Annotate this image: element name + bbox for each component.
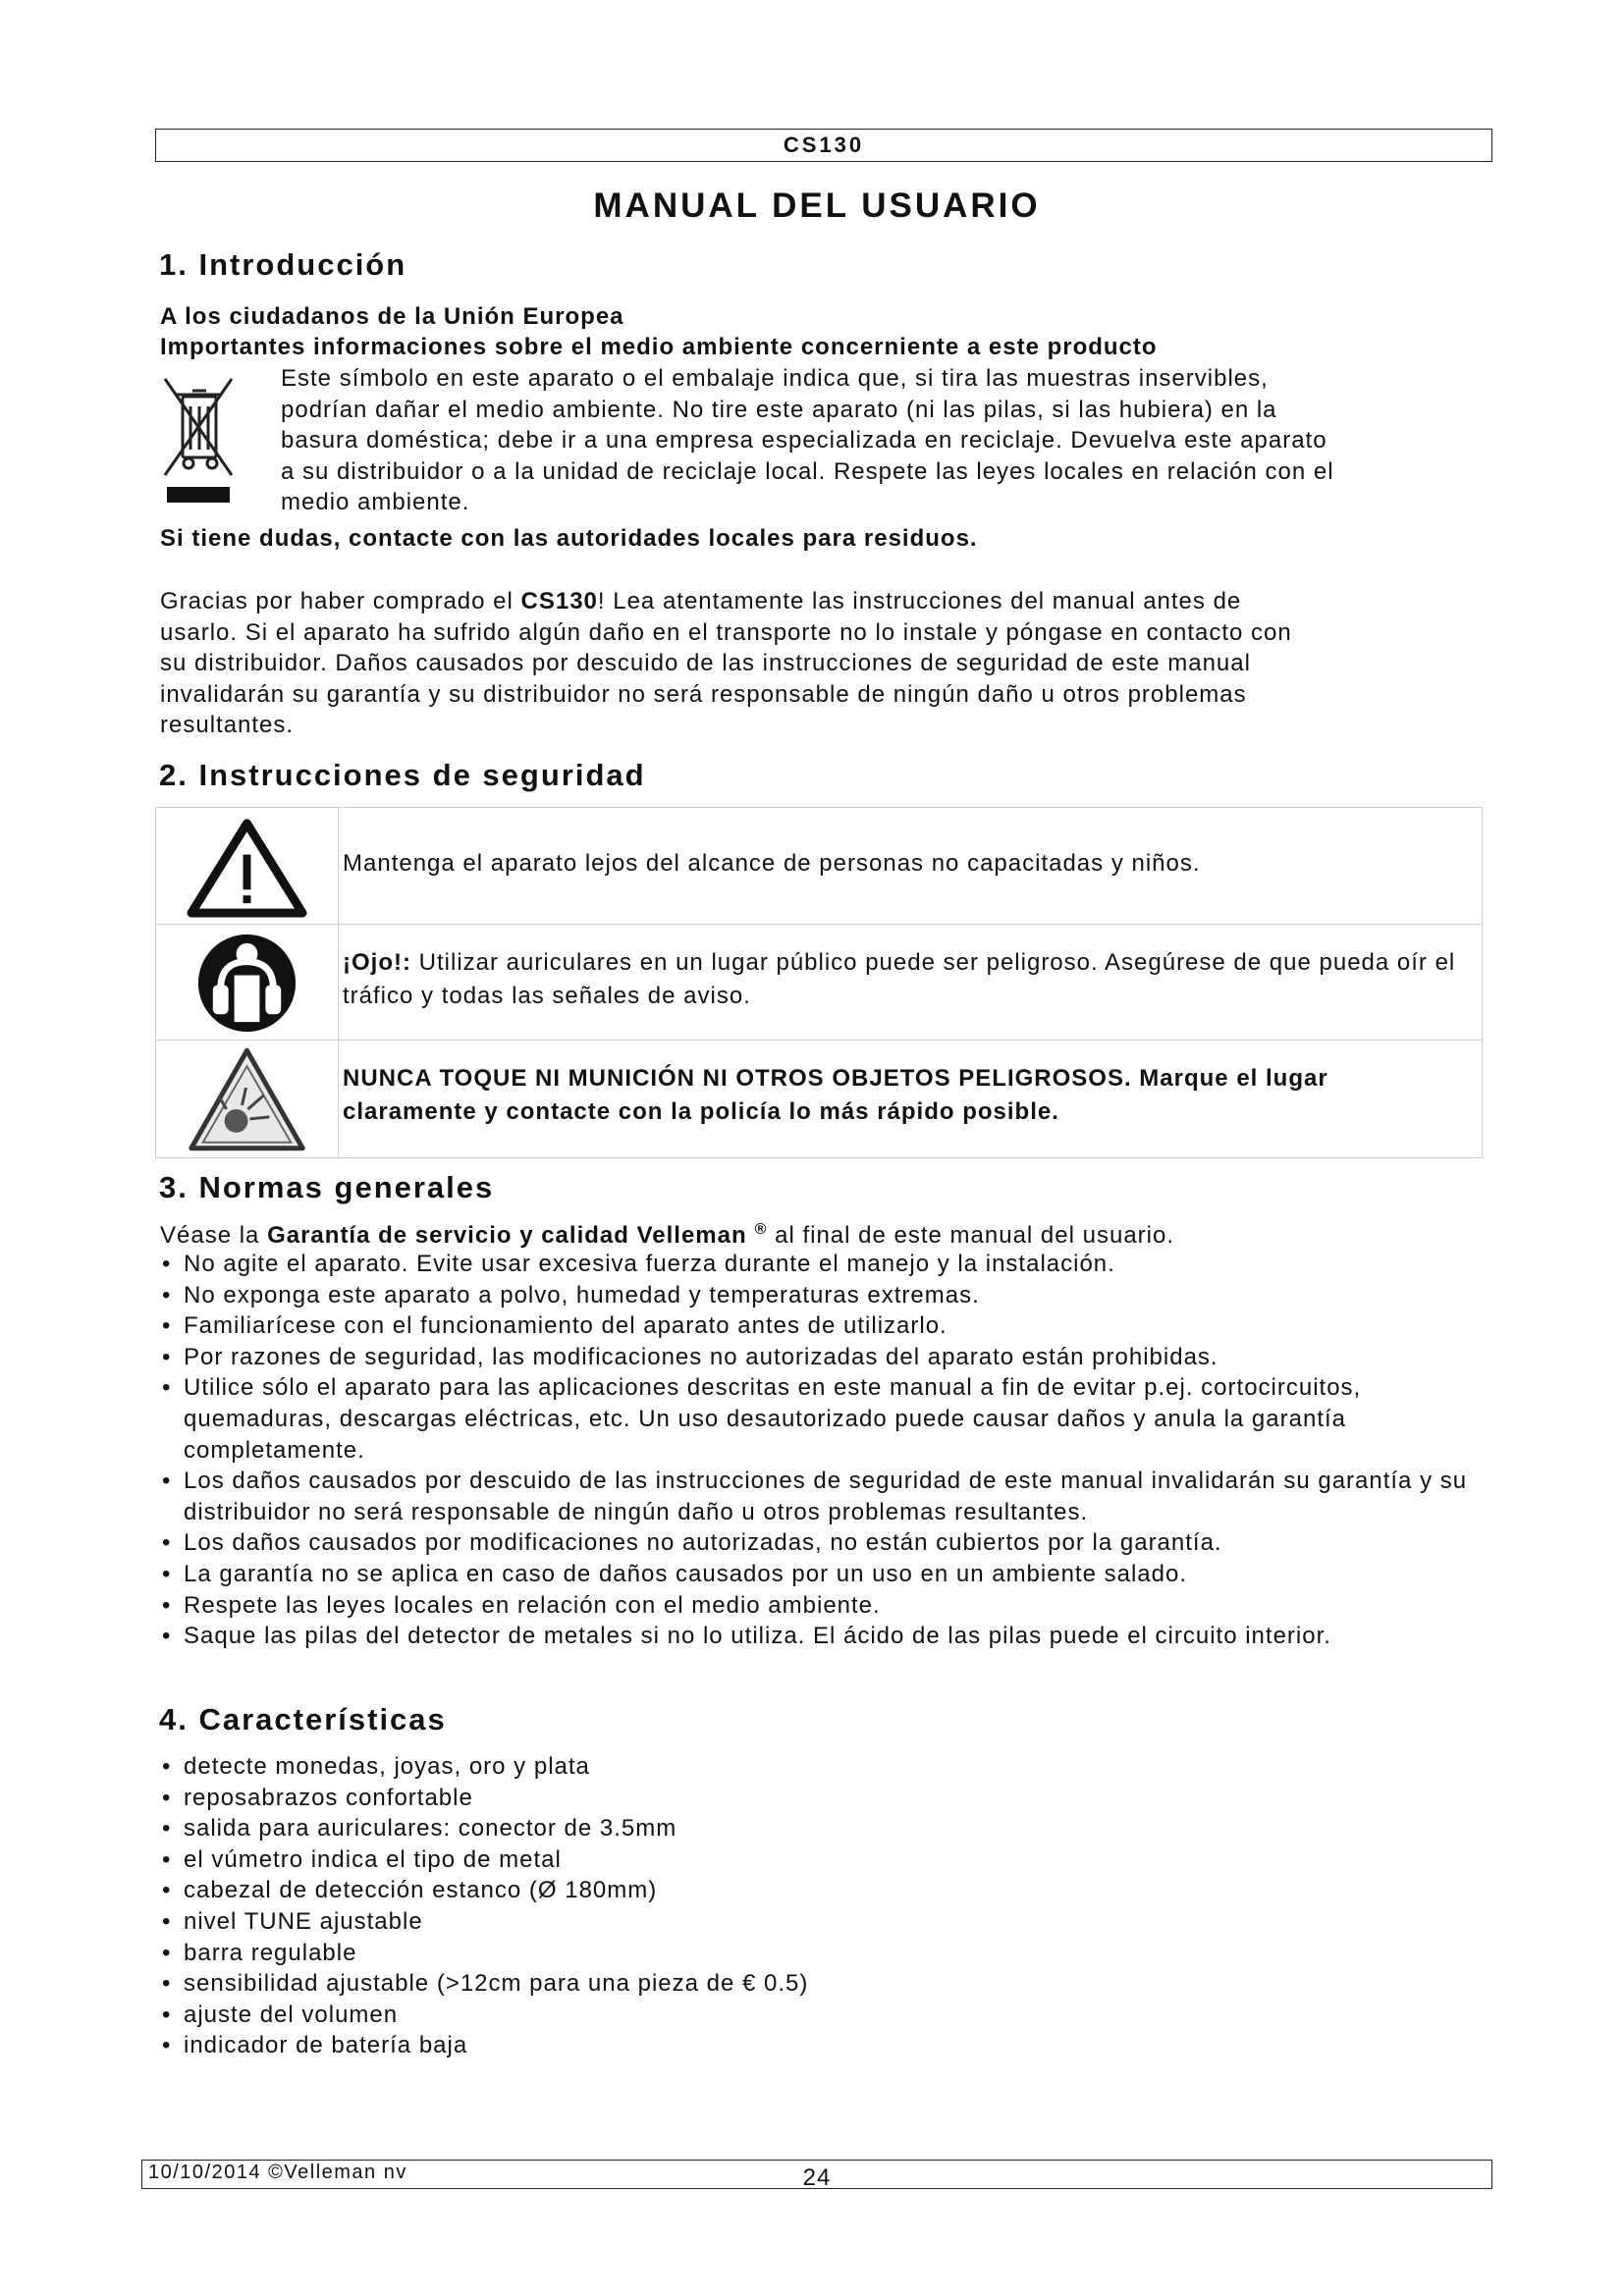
- eu-citizens-heading: A los ciudadanos de la Unión Europea: [160, 303, 624, 330]
- safety-table: [155, 807, 1483, 1158]
- weee-line: podrían dañar el medio ambiente. No tire este aparato (ni las pilas, si las hubiera) en la: [281, 396, 1277, 423]
- header-model-box: [155, 129, 1492, 162]
- intro-post: al final de este manual del usuario.: [767, 1222, 1175, 1249]
- safety-row-headphones: [156, 925, 1482, 1041]
- headphones-icon: [156, 925, 339, 1040]
- list-item: • Familiarícese con el funcionamiento del aparato antes de utilizarlo.: [160, 1310, 1476, 1342]
- list-item: • nivel TUNE ajustable: [160, 1906, 808, 1938]
- thanks-line: invalidarán su garantía y su distribuidor no será responsable de ningún daño u otros problemas: [160, 680, 1247, 708]
- thanks-line-1: [160, 586, 1292, 617]
- weee-paragraph: [281, 363, 1334, 518]
- list-item: • detecte monedas, joyas, oro y plata: [160, 1751, 808, 1783]
- thanks-line: resultantes.: [160, 712, 295, 738]
- list-item: • Saque las pilas del detector de metales si no lo utiliza. El ácido de las pilas puede el circuito interior.: [160, 1621, 1476, 1652]
- list-item: • salida para auriculares: conector de 3.5mm: [160, 1813, 808, 1844]
- safety-text-headphones: [343, 946, 1462, 1013]
- page-number: 24: [802, 2164, 832, 2191]
- caution-label: ¡Ojo!:: [343, 949, 411, 976]
- section-1-heading: 1. Introducción: [159, 247, 407, 282]
- weee-line: basura doméstica; debe ir a una empresa especializada en reciclaje. Devuelva este aparato: [281, 427, 1327, 454]
- warranty-link-text: Garantía de servicio y calidad Velleman: [267, 1222, 747, 1249]
- safety-text-explosives: NUNCA TOQUE NI MUNICIÓN NI OTROS OBJETOS PELIGROSOS. Marque el lugar claramente y contacte con la policía lo más rápido posible.: [343, 1065, 1328, 1125]
- weee-line: medio ambiente.: [281, 489, 470, 515]
- explosive-icon: [156, 1041, 339, 1159]
- list-item: • Los daños causados por descuido de las instrucciones de seguridad de este manual invalidarán su garantía y su distribuidor no será responsable de ningún daño u otros problemas resultantes.: [160, 1466, 1476, 1527]
- list-item: • sensibilidad ajustable (>12cm para una pieza de € 0.5): [160, 1968, 808, 2000]
- page-title: MANUAL DEL USUARIO: [593, 187, 1041, 225]
- normas-intro: [160, 1214, 1174, 1252]
- thanks-line: usarlo. Si el aparato ha sufrido algún daño en el transporte no lo instale y póngase en contacto con: [160, 618, 1292, 646]
- headphones-warning: Utilizar auriculares en un lugar público puede ser peligroso. Asegúrese de que pueda oír el tráfico y todas las señales de aviso.: [343, 949, 1456, 1009]
- list-item: • Utilice sólo el aparato para las aplicaciones descritas en este manual a fin de evitar p.ej. cortocircuitos, quemaduras, descargas eléctricas, etc. Un uso desautorizado puede causar daños y anula la garantía completamente.: [160, 1372, 1476, 1466]
- list-item: • La garantía no se aplica en caso de daños causados por un uso en un ambiente salado.: [160, 1559, 1476, 1590]
- weee-line: a su distribuidor o a la unidad de reciclaje local. Respete las leyes locales en relación con el: [281, 457, 1334, 485]
- footer-date: 10/10/2014 ©Velleman nv: [148, 2162, 407, 2183]
- safety-row-explosives: [156, 1041, 1482, 1159]
- thanks-post: ! Lea atentamente las instrucciones del manual antes de: [597, 588, 1242, 614]
- doubts-note: Si tiene dudas, contacte con las autoridades locales para residuos.: [160, 525, 978, 552]
- thanks-line: su distribuidor. Daños causados por descuido de las instrucciones de seguridad de este manual: [160, 650, 1251, 676]
- section-3-heading: 3. Normas generales: [159, 1170, 495, 1204]
- list-item: • reposabrazos confortable: [160, 1783, 808, 1814]
- features-list: [160, 1751, 808, 2061]
- thanks-pre: Gracias por haber comprado el: [160, 588, 521, 614]
- safety-row-children: [156, 808, 1482, 925]
- footer-box: [141, 2160, 1492, 2189]
- warning-triangle-icon: [156, 808, 339, 924]
- section-4-heading: 4. Características: [159, 1702, 447, 1736]
- list-item: • No agite el aparato. Evite usar excesiva fuerza durante el manejo y la instalación.: [160, 1249, 1476, 1280]
- thanks-paragraph: [160, 586, 1292, 741]
- list-item: • Respete las leyes locales en relación con el medio ambiente.: [160, 1590, 1476, 1622]
- list-item: • barra regulable: [160, 1938, 808, 1969]
- weee-line: Este símbolo en este aparato o el embalaje indica que, si tira las muestras inservibles,: [281, 365, 1269, 392]
- list-item: • indicador de batería baja: [160, 2030, 808, 2061]
- list-item: • No exponga este aparato a polvo, humedad y temperaturas extremas.: [160, 1280, 1476, 1311]
- list-item: • ajuste del volumen: [160, 2000, 808, 2031]
- thanks-model: CS130: [520, 588, 598, 614]
- section-2-heading: 2. Instrucciones de seguridad: [159, 758, 646, 792]
- safety-text-children: Mantenga el aparato lejos del alcance de personas no capacitadas y niños.: [343, 850, 1201, 877]
- weee-bin-icon: [161, 373, 236, 508]
- list-item: • el vúmetro indica el tipo de metal: [160, 1844, 808, 1876]
- environment-heading: Importantes informaciones sobre el medio ambiente concerniente a este producto: [160, 334, 1158, 360]
- list-item: • Por razones de seguridad, las modificaciones no autorizadas del aparato están prohibidas.: [160, 1342, 1476, 1373]
- list-item: • cabezal de detección estanco (Ø 180mm): [160, 1875, 808, 1906]
- header-model: CS130: [783, 133, 865, 157]
- registered-mark: ®: [754, 1221, 768, 1238]
- general-rules-list: [160, 1249, 1476, 1652]
- list-item: • Los daños causados por modificaciones no autorizadas, no están cubiertos por la garantía.: [160, 1527, 1476, 1559]
- intro-pre: Véase la: [160, 1222, 268, 1249]
